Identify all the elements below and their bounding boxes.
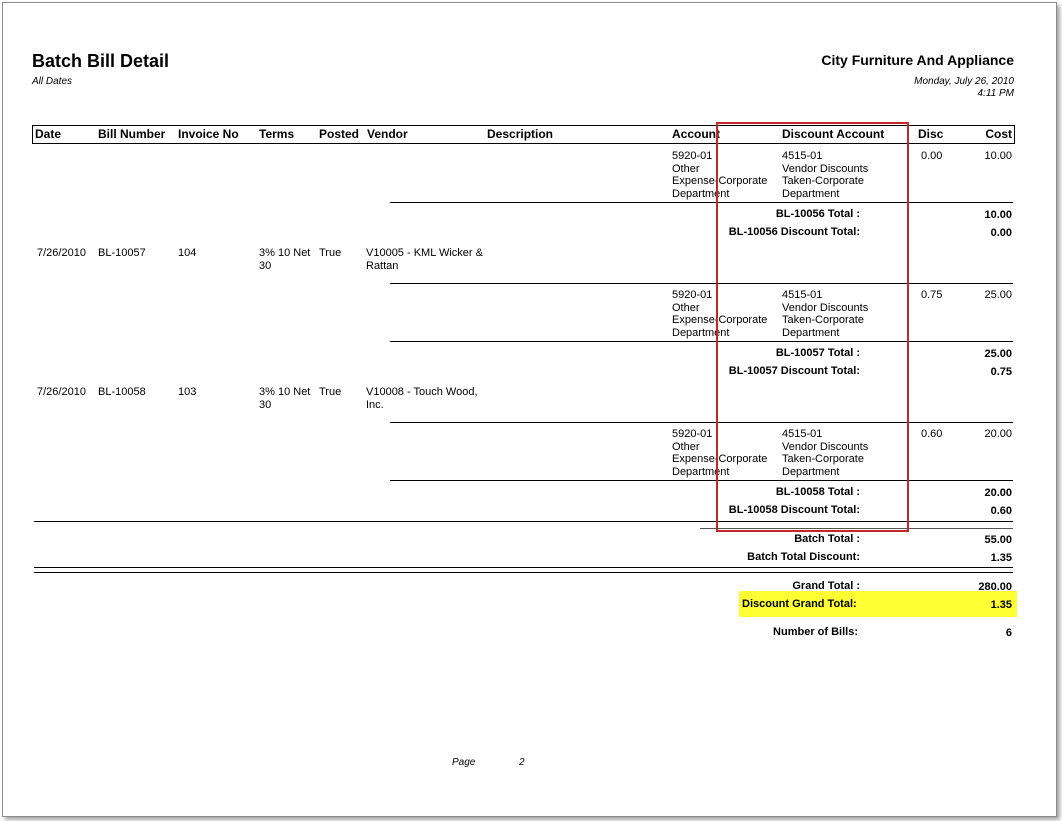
invoice-no: 104 — [178, 247, 197, 259]
report-title: Batch Bill Detail — [32, 51, 170, 71]
bill-total-label: BL-10058 Total : — [775, 486, 860, 498]
col-vendor: Vendor — [367, 127, 408, 141]
col-bill-number: Bill Number — [98, 127, 166, 141]
col-posted: Posted — [319, 127, 360, 141]
line-discount-account: 4515-01 Vendor Discounts Taken-Corporate Department — [782, 150, 869, 200]
bill-total: 25.00 — [984, 348, 1012, 360]
discount-account-highlight-box — [716, 122, 909, 532]
report-date: Monday, July 26, 2010 — [914, 76, 1014, 87]
invoice-no: 103 — [178, 386, 197, 398]
line-cost: 25.00 — [984, 289, 1012, 301]
line-disc: 0.00 — [921, 150, 943, 162]
line-account: 5920-01 Other Expense-Corporate Department — [672, 428, 768, 478]
bill-vendor: V10005 - KML Wicker & Rattan — [366, 247, 483, 272]
bill-number: BL-10057 — [98, 247, 146, 259]
bill-date: 7/26/2010 — [37, 247, 86, 259]
col-description: Description — [487, 127, 554, 141]
bill-posted: True — [319, 386, 342, 398]
report-subtitle: All Dates — [32, 76, 73, 87]
discount-grand-total-label: Discount Grand Total: — [742, 598, 857, 610]
grand-total: 280.00 — [978, 581, 1012, 593]
col-cost: Cost — [985, 127, 1012, 141]
company-name: City Furniture And Appliance — [821, 52, 1014, 68]
bill-total-label: BL-10056 Total : — [775, 208, 860, 220]
divider — [390, 202, 1013, 203]
grand-total-label: Grand Total : — [792, 580, 860, 592]
batch-total-discount-label: Batch Total Discount: — [747, 551, 860, 563]
col-invoice-no: Invoice No — [178, 127, 239, 141]
line-account: 5920-01 Other Expense-Corporate Department — [672, 150, 768, 200]
col-disc: Disc — [918, 127, 944, 141]
col-discount-account: Discount Account — [782, 127, 885, 141]
discount-grand-total: 1.35 — [990, 599, 1012, 611]
line-discount-account: 4515-01 Vendor Discounts Taken-Corporate Department — [782, 428, 869, 478]
bill-discount-total-label: BL-10056 Discount Total: — [728, 226, 860, 238]
bill-discount-total-label: BL-10057 Discount Total: — [728, 365, 860, 377]
bill-number: BL-10058 — [98, 386, 146, 398]
line-cost: 10.00 — [984, 150, 1012, 162]
divider — [390, 480, 1013, 481]
col-account: Account — [672, 127, 720, 141]
bill-total: 20.00 — [984, 487, 1012, 499]
bill-total-label: BL-10057 Total : — [775, 347, 860, 359]
bill-posted: True — [319, 247, 342, 259]
col-terms: Terms — [259, 127, 295, 141]
bill-discount-total: 0.75 — [990, 366, 1012, 378]
bill-vendor: V10008 - Touch Wood, Inc. — [366, 386, 478, 411]
line-disc: 0.60 — [921, 428, 943, 440]
batch-total: 55.00 — [984, 534, 1012, 546]
number-of-bills-label: Number of Bills: — [773, 626, 858, 638]
bill-discount-total-label: BL-10058 Discount Total: — [728, 504, 860, 516]
line-account: 5920-01 Other Expense-Corporate Department — [672, 289, 768, 339]
batch-total-label: Batch Total : — [794, 533, 860, 545]
page-label: Page — [452, 757, 476, 768]
grand-divider-top — [34, 567, 1013, 568]
line-disc: 0.75 — [921, 289, 943, 301]
divider — [390, 341, 1013, 342]
bill-terms: 3% 10 Net 30 — [259, 386, 311, 411]
report-time: 4:11 PM — [977, 88, 1014, 99]
bill-discount-total: 0.60 — [990, 505, 1012, 517]
line-cost: 20.00 — [984, 428, 1012, 440]
grand-divider-bottom — [34, 572, 1013, 573]
line-discount-account: 4515-01 Vendor Discounts Taken-Corporate Department — [782, 289, 869, 339]
divider — [390, 422, 1013, 423]
bill-date: 7/26/2010 — [37, 386, 86, 398]
divider — [390, 283, 1013, 284]
batch-total-discount: 1.35 — [990, 552, 1012, 564]
bill-terms: 3% 10 Net 30 — [259, 247, 311, 272]
bill-total: 10.00 — [984, 209, 1012, 221]
page-number: 2 — [519, 757, 525, 768]
col-date: Date — [35, 127, 62, 141]
number-of-bills: 6 — [1005, 627, 1012, 639]
bill-discount-total: 0.00 — [990, 227, 1012, 239]
